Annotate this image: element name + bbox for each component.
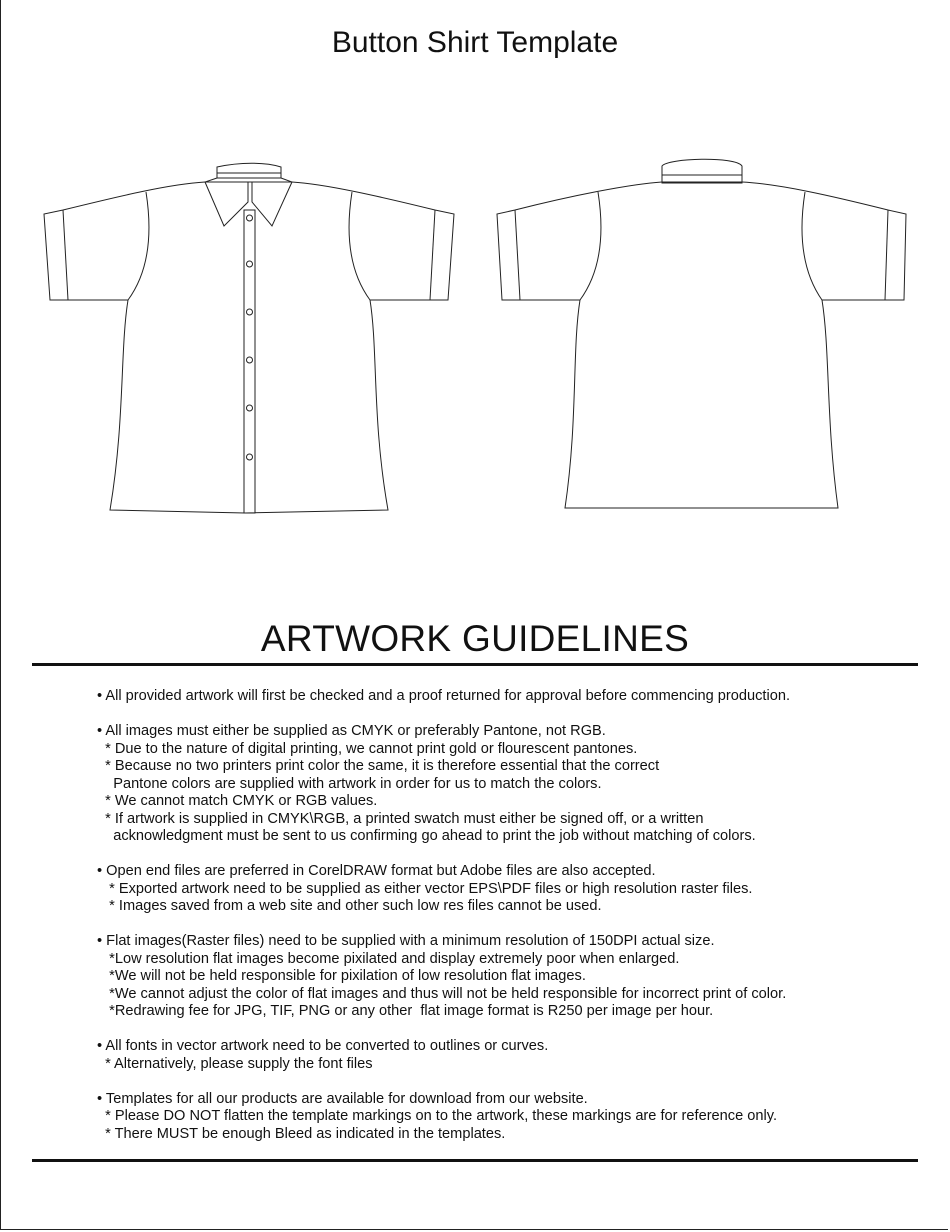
- guideline-line: *We cannot adjust the color of flat images and thus will not be held responsible for incorrect print of color.: [97, 985, 787, 1002]
- guideline-line: • All fonts in vector artwork need to be converted to outlines or curves.: [97, 1038, 549, 1054]
- guideline-line: * Exported artwork need to be supplied as either vector EPS\PDF files or high resolution raster files.: [97, 880, 753, 897]
- divider-top: [32, 663, 918, 666]
- back-shirt-body: [497, 182, 906, 508]
- guideline-line: *We will not be held responsible for pixilation of low resolution flat images.: [97, 968, 586, 984]
- button: [247, 309, 253, 315]
- guideline-line: Pantone colors are supplied with artwork in order for us to match the colors.: [97, 775, 602, 792]
- guidelines-list: [97, 688, 897, 1161]
- guideline-line: * Images saved from a web site and other such low res files cannot be used.: [97, 898, 602, 914]
- guideline-line: • All provided artwork will first be checked and a proof returned for approval before commencing production.: [97, 688, 790, 704]
- guideline-section: [97, 723, 897, 846]
- button: [247, 357, 253, 363]
- front-collar-left: [205, 178, 248, 226]
- guideline-line: • Templates for all our products are available for download from our website.: [97, 1090, 588, 1107]
- guideline-line: * Please DO NOT flatten the template markings on to the artwork, these markings are for reference only.: [97, 1108, 777, 1124]
- front-collar-right: [252, 178, 292, 226]
- divider-bottom: [32, 1159, 918, 1162]
- back-collar: [662, 159, 742, 183]
- page-title: Button Shirt Template: [331, 26, 619, 59]
- button: [247, 215, 253, 221]
- guideline-line: • Open end files are preferred in CorelDRAW format but Adobe files are also accepted.: [97, 863, 656, 879]
- guideline-line: *Low resolution flat images become pixilated and display extremely poor when enlarged.: [97, 950, 680, 967]
- front-shirt-body: [44, 182, 454, 513]
- guideline-section: [97, 863, 897, 916]
- guideline-line: * Because no two printers print color the same, it is therefore essential that the correct: [97, 758, 660, 774]
- guideline-line: * If artwork is supplied in CMYK\RGB, a printed swatch must either be signed off, or a written: [97, 810, 704, 827]
- guideline-line: *Redrawing fee for JPG, TIF, PNG or any other flat image format is R250 per image per hour.: [97, 1003, 714, 1019]
- front-placket: [244, 210, 255, 513]
- front-collar-band: [217, 163, 281, 178]
- guideline-line: * There MUST be enough Bleed as indicated in the templates.: [97, 1125, 506, 1142]
- front-shirt: [44, 163, 454, 513]
- guideline-line: * Due to the nature of digital printing, we cannot print gold or flourescent pantones.: [97, 740, 638, 757]
- guideline-line: * We cannot match CMYK or RGB values.: [97, 793, 378, 809]
- shirt-template-illustration: [0, 140, 950, 530]
- guideline-section: [97, 688, 897, 706]
- guideline-section: [97, 1038, 897, 1073]
- button: [247, 454, 253, 460]
- guideline-section: [97, 933, 897, 1021]
- guideline-line: • Flat images(Raster files) need to be supplied with a minimum resolution of 150DPI actual size.: [97, 933, 715, 949]
- button: [247, 405, 253, 411]
- guideline-line: acknowledgment must be sent to us confirming go ahead to print the job without matching of colors.: [97, 828, 756, 844]
- guideline-line: * Alternatively, please supply the font files: [97, 1055, 373, 1072]
- guideline-line: • All images must either be supplied as CMYK or preferably Pantone, not RGB.: [97, 723, 606, 739]
- guidelines-heading: ARTWORK GUIDELINES: [260, 618, 690, 659]
- button: [247, 261, 253, 267]
- guideline-section: [97, 1091, 897, 1144]
- back-shirt: [497, 159, 906, 508]
